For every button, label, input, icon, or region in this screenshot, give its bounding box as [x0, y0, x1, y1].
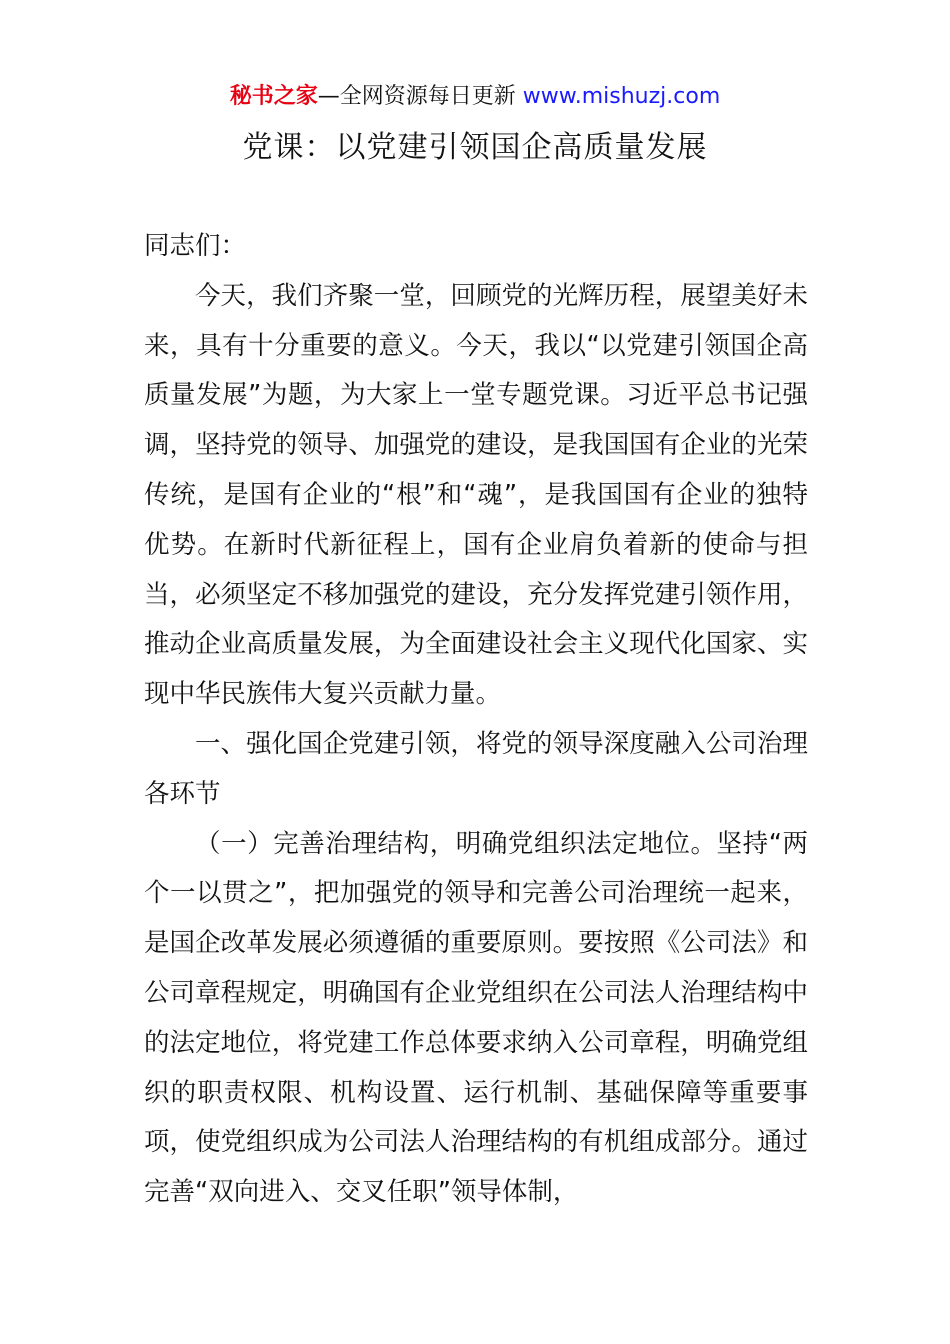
site-brand: 秘书之家: [229, 84, 318, 109]
paragraph-subsection-1: （一）完善治理结构，明确党组织法定地位。坚持“两个一以贯之”，把加强党的领导和完善公司治理统一起来，是国企改革发展必须遵循的重要原则。要按照《公司法》和公司章程规定，明确国有企业党组织在公司法人治理结构中的法定地位，将党建工作总体要求纳入公司章程，明确党组织的职责权限、机构设置、运行机制、基础保障等重要事项，使党组织成为公司法人治理结构的有机组成部分。通过完善“双向进入、交叉任职”领导体制，: [144, 828, 808, 1208]
document-body: [144, 222, 808, 1218]
paragraph-intro: 今天，我们齐聚一堂，回顾党的光辉历程，展望美好未来，具有十分重要的意义。今天，我以“以党建引领国企高质量发展”为题，为大家上一堂专题党课。习近平总书记强调，坚持党的领导、加强党的建设，是我国国有企业的光荣传统，是国有企业的“根”和“魂”，是我国国有企业的独特优势。在新时代新征程上，国有企业肩负着新的使命与担当，必须坚定不移加强党的建设，充分发挥党建引领作用，推动企业高质量发展，为全面建设社会主义现代化国家、实现中华民族伟大复兴贡献力量。: [144, 280, 808, 710]
site-header: [0, 82, 950, 112]
salutation: 同志们：: [144, 231, 247, 261]
site-tagline: —全网资源每日更新: [317, 84, 523, 109]
section-heading-1: 一、强化国企党建引领，将党的领导深度融入公司治理各环节: [144, 728, 808, 809]
site-url-link[interactable]: www.mishuzj.com: [522, 84, 721, 109]
document-title: 党课：以党建引领国企高质量发展: [242, 130, 708, 165]
